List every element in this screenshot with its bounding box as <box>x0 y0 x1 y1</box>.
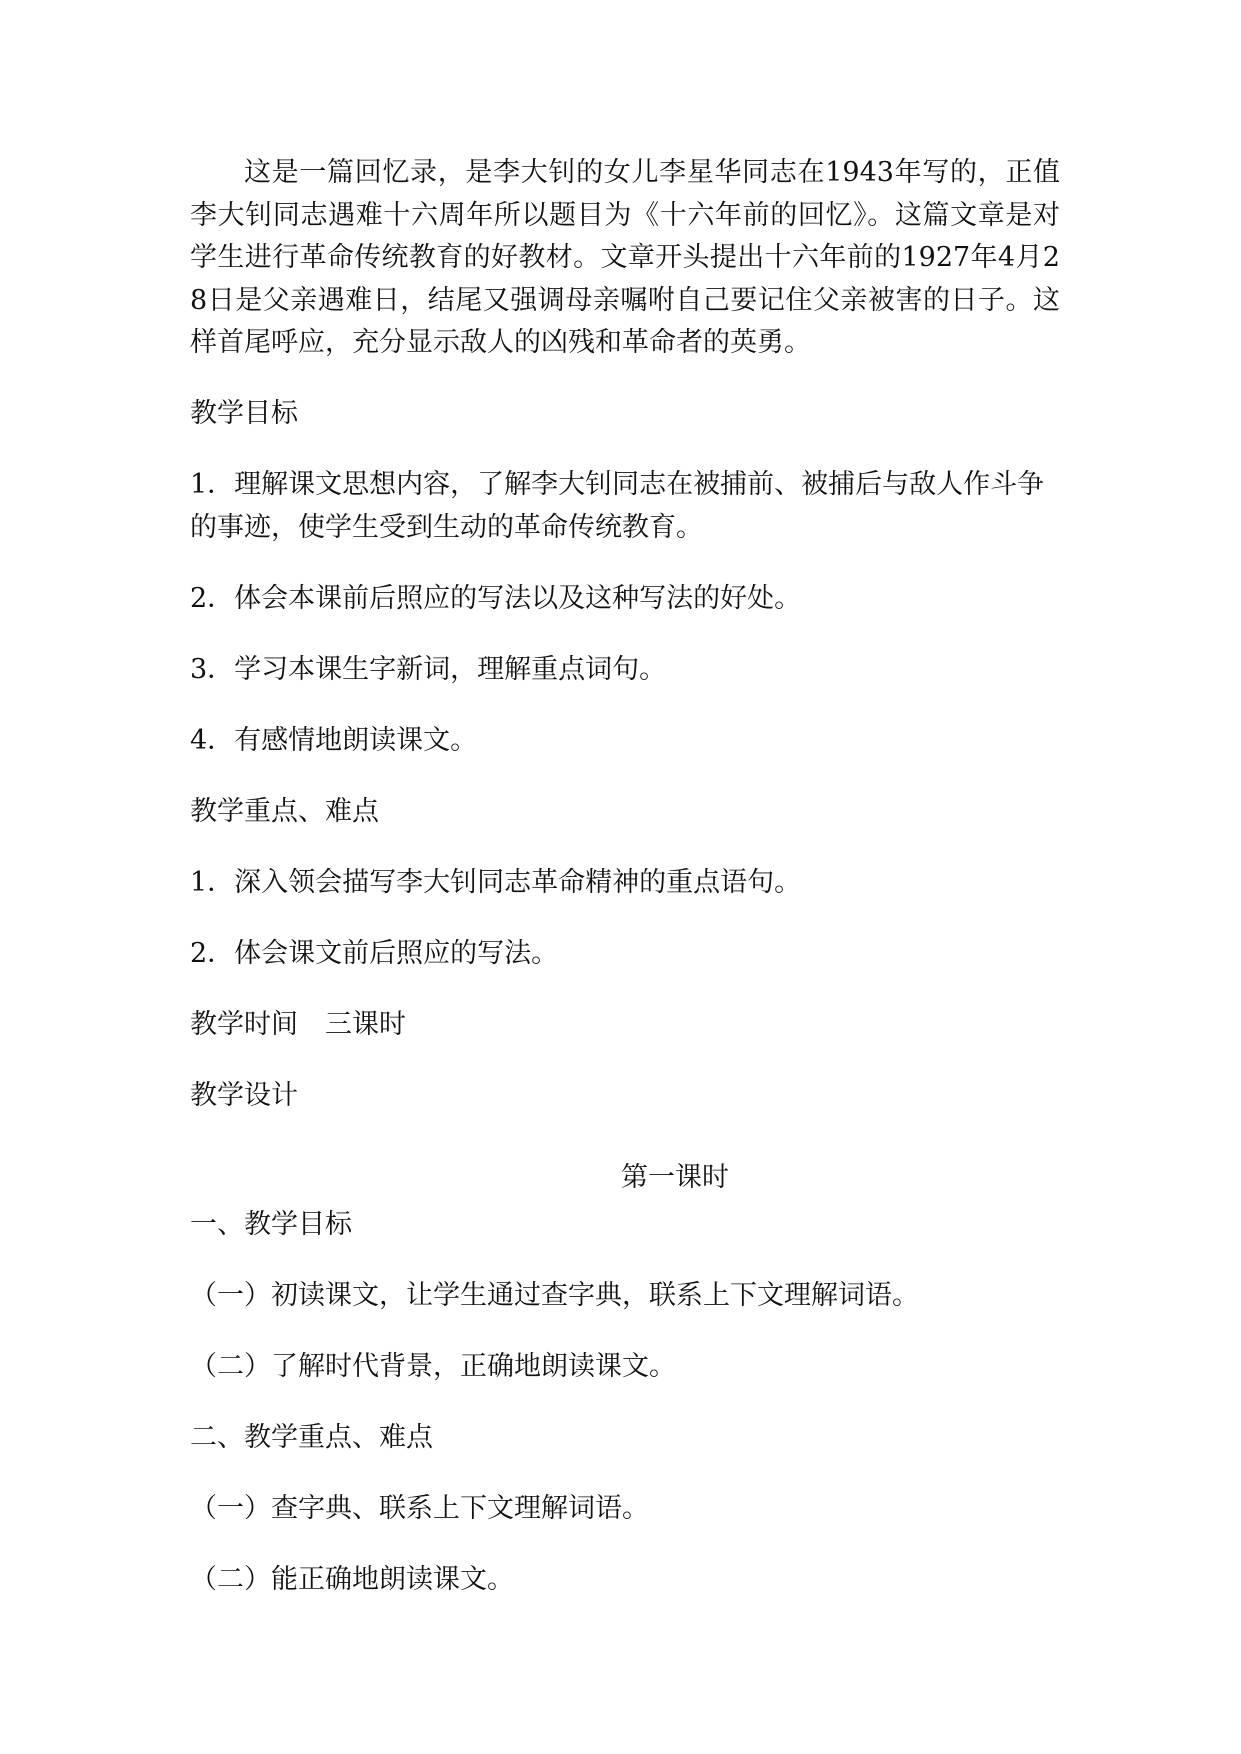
lesson-goal-item: （一）初读课文，让学生通过查字典，联系上下文理解词语。 <box>190 1279 919 1311</box>
keypoint-item: 1．深入领会描写李大钊同志革命精神的重点语句。 <box>190 866 802 898</box>
goal-item: 3．学习本课生字新词，理解重点词句。 <box>190 653 667 685</box>
goals-heading: 教学目标 <box>190 398 298 429</box>
goal-item: 1．理解课文思想内容，了解李大钊同志在被捕前、被捕后与敌人作斗争的事迹，使学生受到生动的革命传统教育。 <box>190 469 1045 543</box>
goal-item: 2．体会本课前后照应的写法以及这种写法的好处。 <box>190 582 802 614</box>
keypoint-item: 2．体会课文前后照应的写法。 <box>190 937 559 969</box>
keypoints-heading: 教学重点、难点 <box>190 795 379 827</box>
design-heading: 教学设计 <box>190 1079 298 1111</box>
intro-paragraph: 这是一篇回忆录，是李大钊的女儿李星华同志在1943年写的，正值李大钊同志遇难十六周年所以题目为《十六年前的回忆》。这篇文章是对学生进行革命传统教育的好教材。文章开头提出十六年前的1927年4月28日是父亲遇难日，结尾又强调母亲嘱咐自己要记住父亲被害的日子。这样首尾呼应，充分显示敌人的凶残和革命者的英勇。 <box>190 157 1060 358</box>
lesson-key-item: （一）查字典、联系上下文理解词语。 <box>190 1492 649 1524</box>
document-body <box>190 152 1060 1601</box>
lesson-key-heading: 二、教学重点、难点 <box>190 1421 433 1453</box>
lesson-goal-item: （二）了解时代背景，正确地朗读课文。 <box>190 1350 676 1382</box>
teaching-time: 教学时间 三课时 <box>190 1008 406 1040</box>
lesson-goals-heading: 一、教学目标 <box>190 1208 352 1240</box>
lesson-key-item: （二）能正确地朗读课文。 <box>190 1563 514 1595</box>
lesson-title: 第一课时 <box>621 1162 729 1193</box>
goal-item: 4．有感情地朗读课文。 <box>190 724 478 756</box>
